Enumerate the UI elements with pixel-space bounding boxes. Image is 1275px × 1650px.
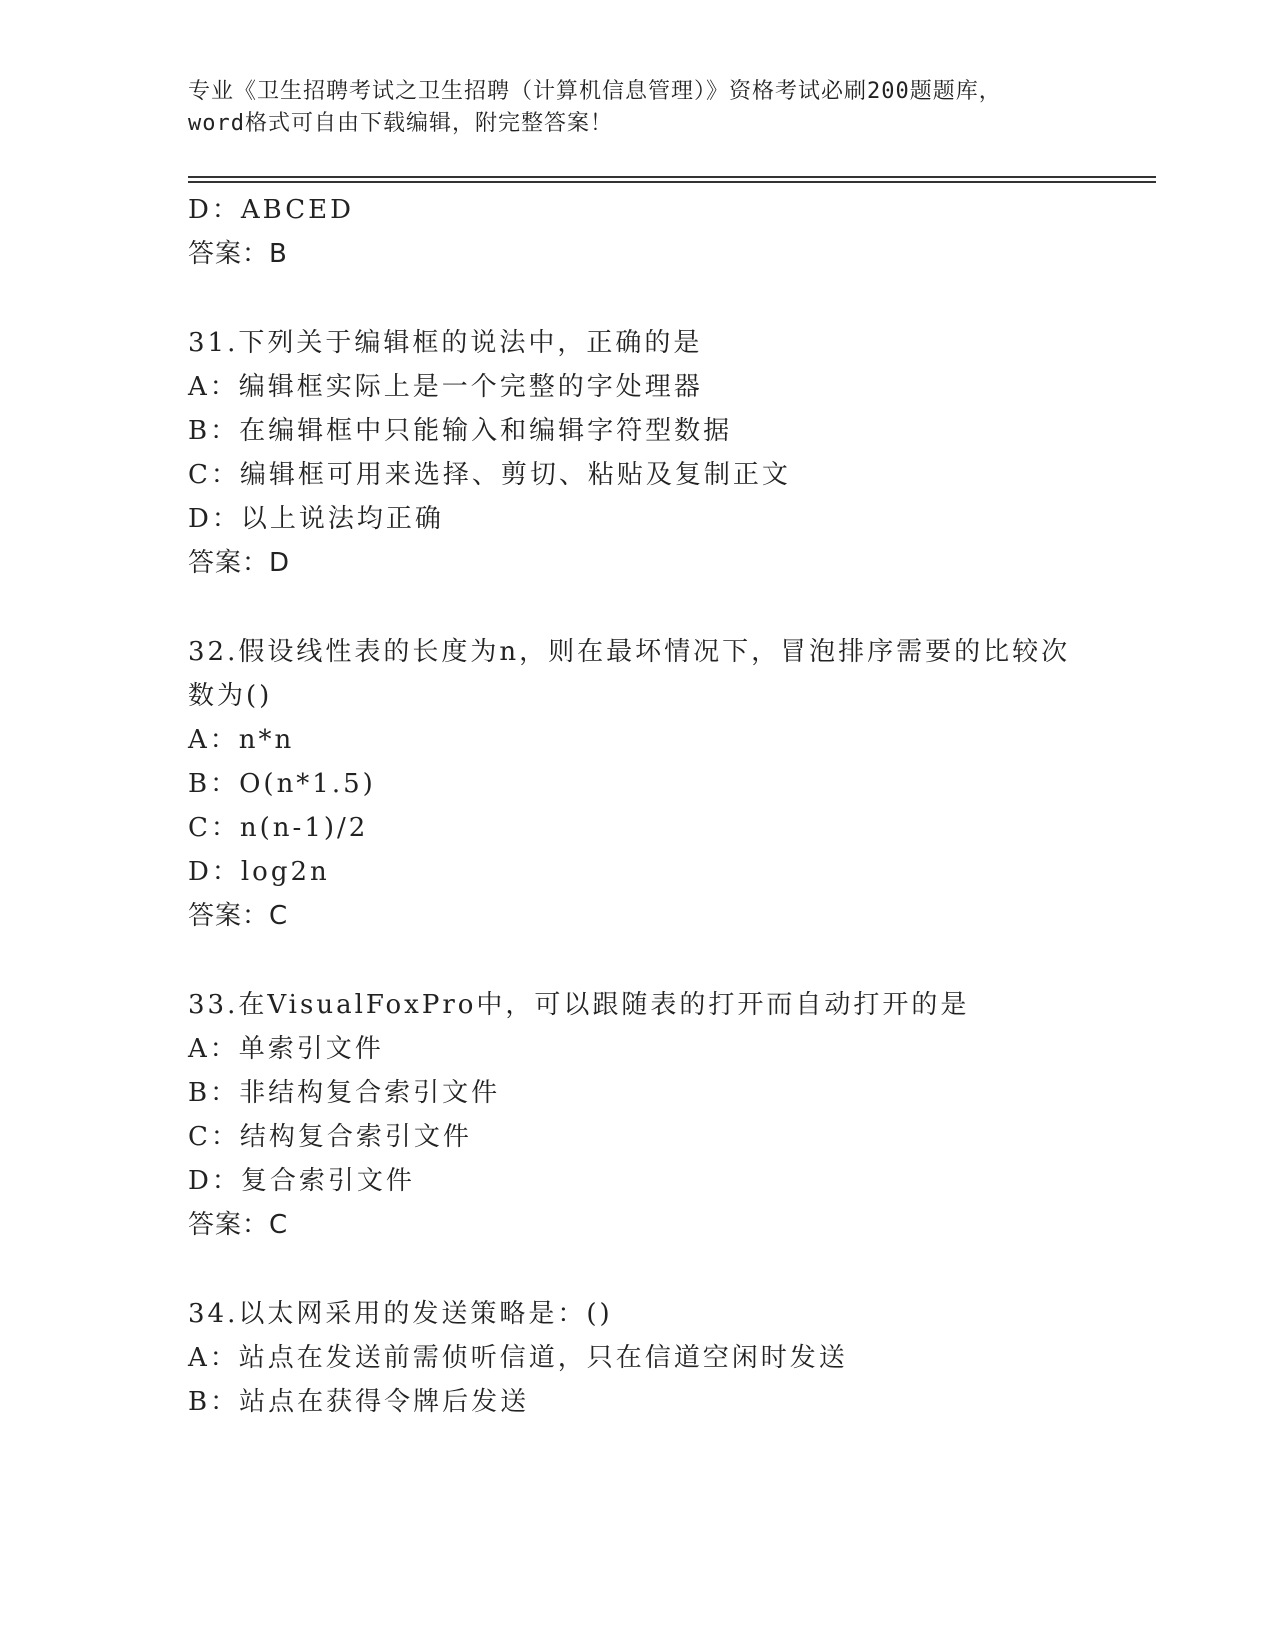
question-34-stem: 34.以太网采用的发送策略是：(): [188, 1299, 613, 1329]
option-d: D：ABCED: [188, 195, 354, 225]
question-32-option-a: A：n*n: [188, 725, 295, 755]
question-34-option-a: A：站点在发送前需侦听信道，只在信道空闲时发送: [188, 1343, 848, 1373]
question-34-option-b: B：站点在获得令牌后发送: [188, 1387, 530, 1417]
question-31-stem: 31.下列关于编辑框的说法中，正确的是: [188, 328, 703, 358]
question-31-option-d: D：以上说法均正确: [188, 504, 444, 534]
question-33-stem: 33.在VisualFoxPro中，可以跟随表的打开而自动打开的是: [188, 990, 970, 1020]
document-header: [188, 76, 1088, 140]
question-31-option-b: B：在编辑框中只能输入和编辑字符型数据: [188, 416, 733, 446]
header-line-1: 专业《卫生招聘考试之卫生招聘（计算机信息管理）》资格考试必刷200题题库，: [188, 79, 1002, 104]
question-31-option-a: A：编辑框实际上是一个完整的字处理器: [188, 372, 703, 402]
answer-label: 答案：B: [188, 239, 288, 269]
question-33-answer: 答案：C: [188, 1210, 289, 1240]
question-33-option-c: C：结构复合索引文件: [188, 1122, 472, 1152]
question-32-answer: 答案：C: [188, 901, 289, 931]
question-33-option-d: D：复合索引文件: [188, 1166, 415, 1196]
header-rule-bottom: [188, 181, 1156, 183]
question-32-option-c: C：n(n-1)/2: [188, 813, 369, 843]
question-32-stem-line-2: 数为(): [188, 681, 273, 711]
question-33-option-a: A：单索引文件: [188, 1034, 384, 1064]
header-line-2: word格式可自由下载编辑，附完整答案！: [188, 111, 613, 136]
question-32-option-b: B：O(n*1.5): [188, 769, 376, 799]
question-32-option-d: D：log2n: [188, 857, 330, 887]
question-31-answer: 答案：D: [188, 548, 291, 578]
question-31-option-c: C：编辑框可用来选择、剪切、粘贴及复制正文: [188, 460, 791, 490]
question-33-option-b: B：非结构复合索引文件: [188, 1078, 501, 1108]
header-rule-top: [188, 176, 1156, 178]
question-32-stem-line-1: 32.假设线性表的长度为n，则在最坏情况下，冒泡排序需要的比较次: [188, 637, 1071, 667]
